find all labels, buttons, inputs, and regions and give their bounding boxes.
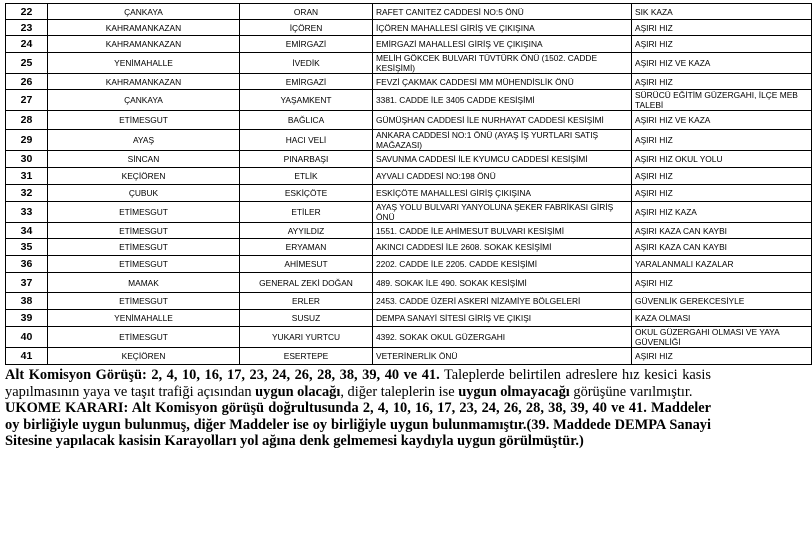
district-cell: ETİMESGUT <box>48 202 240 223</box>
reason-cell: GÜVENLİK GEREKCESİYLE <box>632 293 812 310</box>
location-cell: İÇÖREN MAHALLESİ GİRİŞ VE ÇIKIŞINA <box>373 20 632 36</box>
location-cell: MELİH GÖKCEK BULVARI TÜVTÜRK ÖNÜ (1502. CADDE KESİŞİMİ) <box>373 53 632 74</box>
location-cell: AYAŞ YOLU BULVARI YANYOLUNA ŞEKER FABRİKASI GİRİŞ ÖNÜ <box>373 202 632 223</box>
table-row <box>6 273 812 293</box>
district-cell: ÇUBUK <box>48 185 240 202</box>
district-cell: ETİMESGUT <box>48 239 240 256</box>
row-number: 24 <box>6 36 48 53</box>
table-row <box>6 256 812 273</box>
table-row <box>6 293 812 310</box>
reason-cell: AŞIRI KAZA CAN KAYBI <box>632 239 812 256</box>
location-cell: ESKİÇÖTE MAHALLESİ GİRİŞ ÇIKIŞINA <box>373 185 632 202</box>
reason-cell: AŞIRI HIZ <box>632 185 812 202</box>
row-number: 37 <box>6 273 48 293</box>
document-page <box>5 3 798 450</box>
reason-cell: SIK KAZA <box>632 4 812 20</box>
reason-cell: AŞIRI HIZ <box>632 130 812 151</box>
district-cell: ÇANKAYA <box>48 4 240 20</box>
neighborhood-cell: PINARBAŞI <box>240 151 373 168</box>
district-cell: KAHRAMANKAZAN <box>48 74 240 90</box>
reason-cell: OKUL GÜZERGAHI OLMASI VE YAYA GÜVENLİĞİ <box>632 327 812 348</box>
location-cell: 1551. CADDE İLE AHİMESUT BULVARI KESİŞİMİ <box>373 223 632 239</box>
reason-cell: AŞIRI HIZ <box>632 20 812 36</box>
neighborhood-cell: GENERAL ZEKİ DOĞAN <box>240 273 373 293</box>
neighborhood-cell: ORAN <box>240 4 373 20</box>
district-cell: YENİMAHALLE <box>48 53 240 74</box>
neighborhood-cell: ETİLER <box>240 202 373 223</box>
table-row <box>6 53 812 74</box>
row-number: 31 <box>6 168 48 185</box>
district-cell: ETİMESGUT <box>48 327 240 348</box>
reason-cell: AŞIRI HIZ KAZA <box>632 202 812 223</box>
location-cell: 489. SOKAK İLE 490. SOKAK KESİŞİMİ <box>373 273 632 293</box>
subcommittee-label: Alt Komisyon Görüşü: 2, 4, 10, 16, 17, 23, 24, 26, 28, 38, 39, 40 ve 41. <box>5 367 440 383</box>
row-number: 34 <box>6 223 48 239</box>
neighborhood-cell: AYYILDIZ <box>240 223 373 239</box>
location-cell: SAVUNMA CADDESİ İLE KYUMCU CADDESİ KESİŞİMİ <box>373 151 632 168</box>
location-cell: 2453. CADDE ÜZERİ ASKERİ NİZAMİYE BÖLGELERİ <box>373 293 632 310</box>
neighborhood-cell: İÇÖREN <box>240 20 373 36</box>
neighborhood-cell: AHİMESUT <box>240 256 373 273</box>
district-cell: AYAŞ <box>48 130 240 151</box>
location-cell: 2202. CADDE İLE 2205. CADDE KESİŞİMİ <box>373 256 632 273</box>
district-cell: KEÇİÖREN <box>48 168 240 185</box>
neighborhood-cell: ERYAMAN <box>240 239 373 256</box>
location-cell: RAFET CANITEZ CADDESİ NO:5 ÖNÜ <box>373 4 632 20</box>
reason-cell: AŞIRI KAZA CAN KAYBI <box>632 223 812 239</box>
row-number: 33 <box>6 202 48 223</box>
row-number: 38 <box>6 293 48 310</box>
subcommittee-opinion <box>5 367 711 400</box>
neighborhood-cell: ESERTEPE <box>240 348 373 365</box>
district-cell: ÇANKAYA <box>48 90 240 111</box>
row-number: 29 <box>6 130 48 151</box>
reason-cell: AŞIRI HIZ <box>632 348 812 365</box>
table-row <box>6 20 812 36</box>
reason-cell: AŞIRI HIZ OKUL YOLU <box>632 151 812 168</box>
row-number: 27 <box>6 90 48 111</box>
neighborhood-cell: EMİRGAZİ <box>240 36 373 53</box>
row-number: 36 <box>6 256 48 273</box>
reason-cell: YARALANMALI KAZALAR <box>632 256 812 273</box>
table-body <box>6 4 812 365</box>
district-cell: KAHRAMANKAZAN <box>48 20 240 36</box>
reason-cell: AŞIRI HIZ VE KAZA <box>632 53 812 74</box>
location-cell: AYVALI CADDESİ NO:198 ÖNÜ <box>373 168 632 185</box>
row-number: 26 <box>6 74 48 90</box>
reason-cell: AŞIRI HIZ <box>632 273 812 293</box>
row-number: 30 <box>6 151 48 168</box>
row-number: 25 <box>6 53 48 74</box>
district-cell: ETİMESGUT <box>48 111 240 130</box>
neighborhood-cell: SUSUZ <box>240 310 373 327</box>
row-number: 35 <box>6 239 48 256</box>
ukome-decision-text: UKOME KARARI: Alt Komisyon görüşü doğrultusunda 2, 4, 10, 16, 17, 23, 24, 26, 28, 38, 39, 40 ve 41. Maddeler oy birliğiyle uygun bulunmuş, diğer Maddeler ise oy birliğiyle uygun bulunmamıştır.(39. Maddede DEMPA Sanayi Sitesine yapılacak kasisin Karayolları yol ağına denk gelmemesi kaydıyla uygun görülmüştür.) <box>5 400 711 450</box>
district-cell: ETİMESGUT <box>48 293 240 310</box>
subcommittee-text-1: Taleplerde belirtilen adreslere hız kesici kasis yapılmasının yaya ve taşıt trafiği açısından <box>5 367 711 400</box>
neighborhood-cell: YUKARI YURTCU <box>240 327 373 348</box>
row-number: 28 <box>6 111 48 130</box>
neighborhood-cell: BAĞLICA <box>240 111 373 130</box>
table-row <box>6 111 812 130</box>
row-number: 41 <box>6 348 48 365</box>
table-row <box>6 310 812 327</box>
subcommittee-text-2: , diğer taleplerin ise <box>340 383 459 400</box>
neighborhood-cell: HACI VELİ <box>240 130 373 151</box>
row-number: 40 <box>6 327 48 348</box>
ukome-decision <box>5 400 711 450</box>
speed-bump-request-table <box>5 3 812 365</box>
neighborhood-cell: YAŞAMKENT <box>240 90 373 111</box>
reason-cell: KAZA OLMASI <box>632 310 812 327</box>
row-number: 22 <box>6 4 48 20</box>
table-row <box>6 239 812 256</box>
table-row <box>6 348 812 365</box>
reason-cell: AŞIRI HIZ <box>632 36 812 53</box>
table-row <box>6 202 812 223</box>
district-cell: KAHRAMANKAZAN <box>48 36 240 53</box>
district-cell: ETİMESGUT <box>48 256 240 273</box>
row-number: 32 <box>6 185 48 202</box>
location-cell: AKINCI CADDESİ İLE 2608. SOKAK KESİŞİMİ <box>373 239 632 256</box>
location-cell: VETERİNERLİK ÖNÜ <box>373 348 632 365</box>
reason-cell: SÜRÜCÜ EĞİTİM GÜZERGAHI, İLÇE MEB TALEBİ <box>632 90 812 111</box>
neighborhood-cell: ERLER <box>240 293 373 310</box>
neighborhood-cell: ESKİÇÖTE <box>240 185 373 202</box>
table-row <box>6 327 812 348</box>
location-cell: 3381. CADDE İLE 3405 CADDE KESİŞİMİ <box>373 90 632 111</box>
table-row <box>6 74 812 90</box>
table-row <box>6 90 812 111</box>
location-cell: ANKARA CADDESİ NO:1 ÖNÜ (AYAŞ İŞ YURTLARI SATIŞ MAĞAZASI) <box>373 130 632 151</box>
table-row <box>6 151 812 168</box>
reason-cell: AŞIRI HIZ VE KAZA <box>632 111 812 130</box>
district-cell: YENİMAHALLE <box>48 310 240 327</box>
table-row <box>6 36 812 53</box>
district-cell: KEÇİÖREN <box>48 348 240 365</box>
neighborhood-cell: EMİRGAZİ <box>240 74 373 90</box>
neighborhood-cell: İVEDİK <box>240 53 373 74</box>
table-row <box>6 223 812 239</box>
neighborhood-cell: ETLİK <box>240 168 373 185</box>
table-row <box>6 168 812 185</box>
location-cell: GÜMÜŞHAN CADDESİ İLE NURHAYAT CADDESİ KESİŞİMİ <box>373 111 632 130</box>
location-cell: EMİRGAZİ MAHALLESİ GİRİŞ VE ÇIKIŞINA <box>373 36 632 53</box>
table-row <box>6 130 812 151</box>
table-row <box>6 4 812 20</box>
location-cell: DEMPA SANAYİ SİTESİ GİRİŞ VE ÇIKIŞI <box>373 310 632 327</box>
subcommittee-bold-1: uygun olacağı <box>255 383 341 400</box>
reason-cell: AŞIRI HIZ <box>632 168 812 185</box>
reason-cell: AŞIRI HIZ <box>632 74 812 90</box>
district-cell: ETİMESGUT <box>48 223 240 239</box>
subcommittee-text-3: görüşüne varılmıştır. <box>569 383 693 400</box>
subcommittee-bold-2: uygun olmayacağı <box>458 383 570 400</box>
location-cell: 4392. SOKAK OKUL GÜZERGAHI <box>373 327 632 348</box>
location-cell: FEVZİ ÇAKMAK CADDESİ MM MÜHENDİSLİK ÖNÜ <box>373 74 632 90</box>
row-number: 23 <box>6 20 48 36</box>
table-row <box>6 185 812 202</box>
district-cell: MAMAK <box>48 273 240 293</box>
district-cell: SİNCAN <box>48 151 240 168</box>
row-number: 39 <box>6 310 48 327</box>
